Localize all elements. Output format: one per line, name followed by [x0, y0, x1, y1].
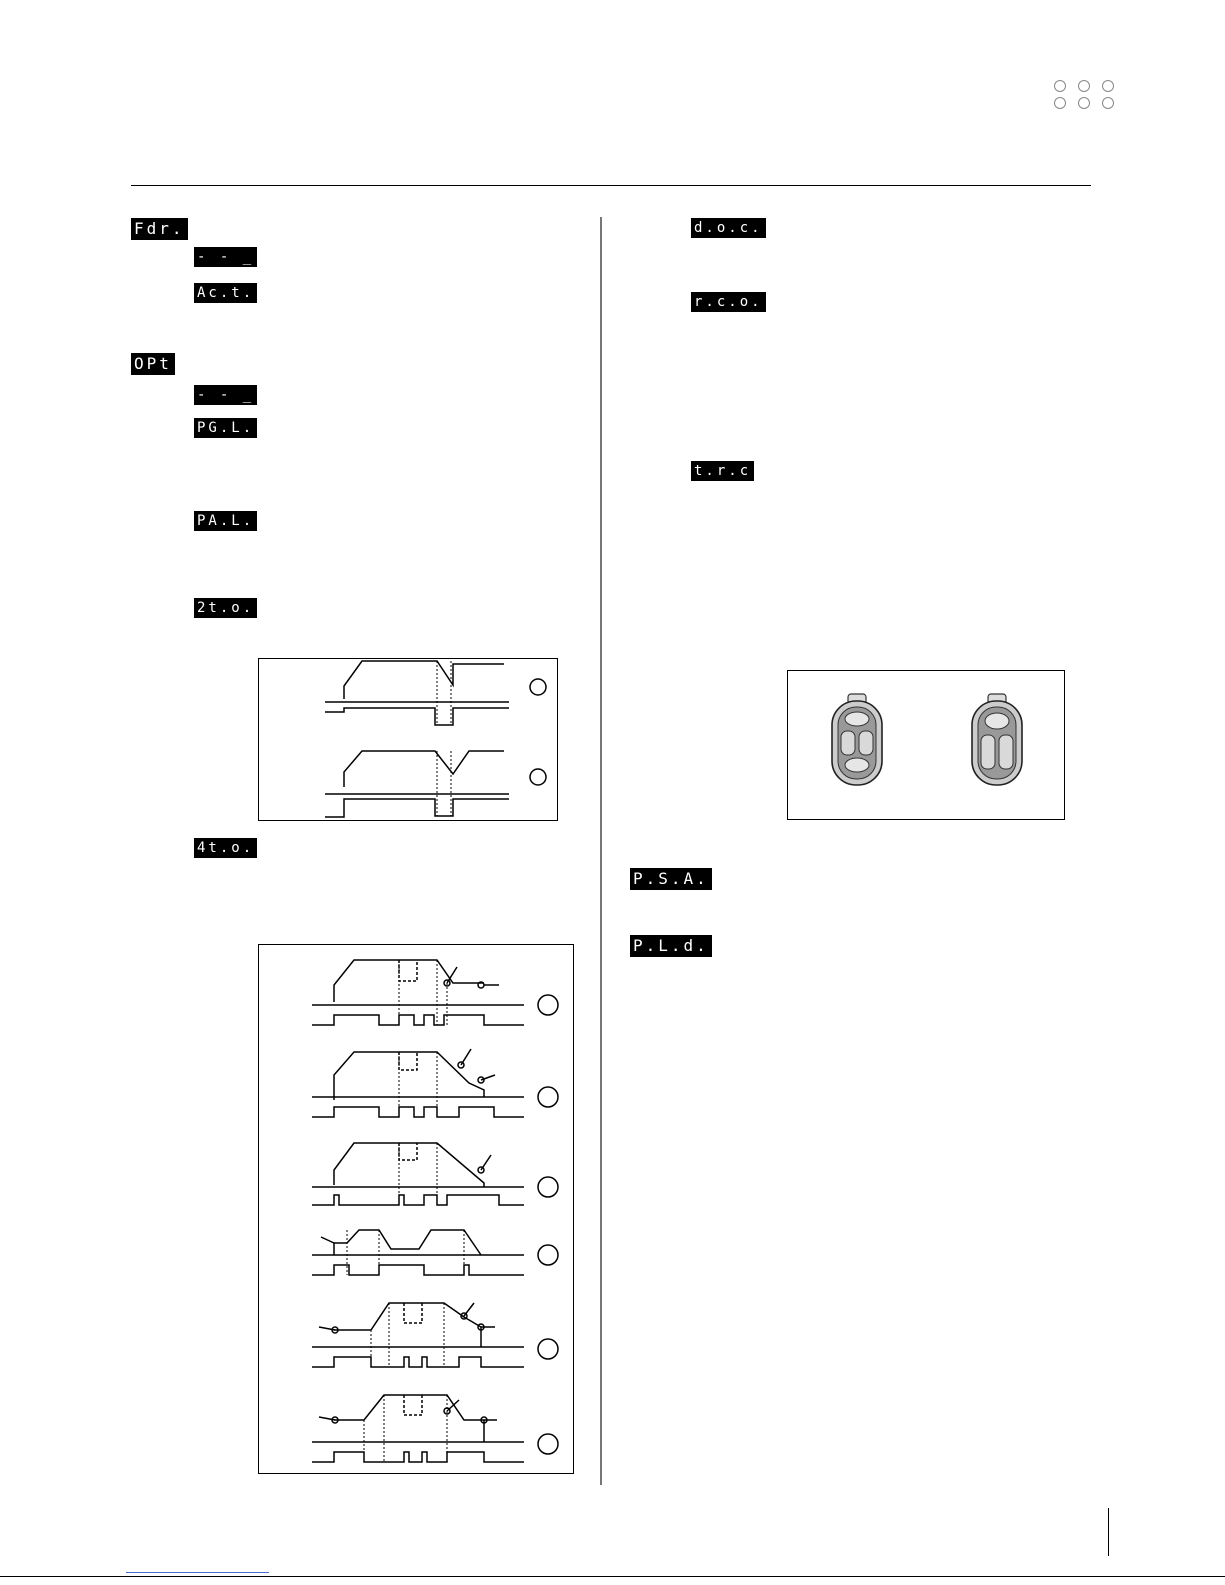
code-opt-option-4: 2t.o.: [194, 598, 257, 618]
code-rco: r.c.o.: [691, 292, 766, 312]
footer-rule: [0, 1576, 1225, 1577]
code-fdr: Fdr.: [131, 218, 188, 240]
remote-control-3-button-icon: [972, 694, 1022, 785]
code-opt-option-2: PG.L.: [194, 418, 257, 438]
column-divider: [600, 217, 602, 1485]
code-opt-option-5: 4t.o.: [194, 838, 257, 858]
remote-controls-figure: [787, 670, 1065, 820]
code-trc: t.r.c: [691, 461, 754, 481]
two-stroke-waveforms: [259, 659, 559, 822]
footer-link-underline: [126, 1572, 269, 1573]
code-fdr-option-2: Ac.t.: [194, 283, 257, 303]
two-stroke-diagram: [258, 658, 558, 821]
code-pld: P.L.d.: [630, 935, 712, 957]
code-opt-option-3: PA.L.: [194, 511, 257, 531]
header-rule: [131, 185, 1091, 186]
code-opt-option-1: - - _: [194, 385, 257, 405]
page-number-rule: [1108, 1508, 1109, 1556]
code-opt: OPt: [131, 353, 175, 375]
code-doc: d.o.c.: [691, 218, 766, 238]
remote-control-4-button-icon: [832, 694, 882, 785]
four-stroke-waveforms: [259, 945, 575, 1475]
code-psa: P.S.A.: [630, 868, 712, 890]
code-fdr-option-1: - - _: [194, 247, 257, 267]
four-stroke-diagram: [258, 944, 574, 1474]
dot-grid-icon: [1054, 80, 1116, 112]
